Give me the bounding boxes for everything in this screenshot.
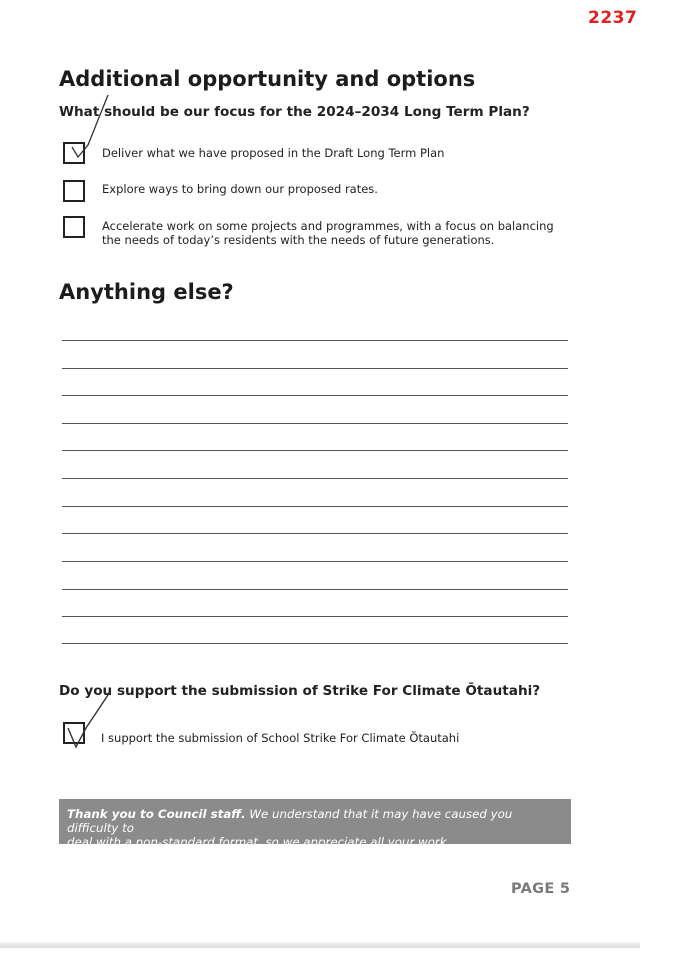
page-number: PAGE 5	[511, 881, 571, 897]
write-line[interactable]	[62, 478, 568, 479]
write-line[interactable]	[62, 340, 568, 341]
checkbox-support-submission[interactable]	[63, 722, 85, 744]
checkbox-deliver-proposed[interactable]	[63, 142, 85, 164]
option-label-accelerate-line2: the needs of today’s residents with the needs of future generations.	[102, 233, 495, 247]
write-line[interactable]	[62, 616, 568, 617]
banner-bold: Thank you to Council staff.	[67, 807, 246, 821]
write-line[interactable]	[62, 423, 568, 424]
checkbox-bring-down-rates[interactable]	[63, 180, 85, 202]
focus-question: What should be our focus for the 2024–2034 Long Term Plan?	[59, 104, 530, 120]
write-line[interactable]	[62, 395, 568, 396]
document-number: 2237	[588, 8, 638, 28]
write-line[interactable]	[62, 368, 568, 369]
thank-you-banner	[59, 799, 571, 849]
section-title-anything-else: Anything else?	[59, 280, 234, 304]
option-label-support: I support the submission of School Strike For Climate Ōtautahi	[101, 731, 460, 745]
checkbox-accelerate-work[interactable]	[63, 216, 85, 238]
scan-edge	[0, 942, 640, 948]
write-line[interactable]	[62, 450, 568, 451]
support-question: Do you support the submission of Strike For Climate Ōtautahi?	[59, 683, 541, 699]
option-label-rates: Explore ways to bring down our proposed rates.	[102, 182, 378, 196]
write-line[interactable]	[62, 589, 568, 590]
write-line[interactable]	[62, 506, 568, 507]
write-line[interactable]	[62, 643, 568, 644]
banner-line-2: deal with a non-standard format, so we appreciate all your work.	[67, 835, 451, 849]
option-label-accelerate-line1: Accelerate work on some projects and programmes, with a focus on balancing	[102, 219, 554, 233]
banner-line-1	[67, 807, 563, 835]
section-title-options: Additional opportunity and options	[59, 67, 476, 91]
write-line[interactable]	[62, 561, 568, 562]
write-line[interactable]	[62, 533, 568, 534]
option-label-deliver: Deliver what we have proposed in the Draft Long Term Plan	[102, 146, 445, 160]
banner-line1-rest: We understand that it may have caused you difficulty to	[67, 807, 513, 835]
